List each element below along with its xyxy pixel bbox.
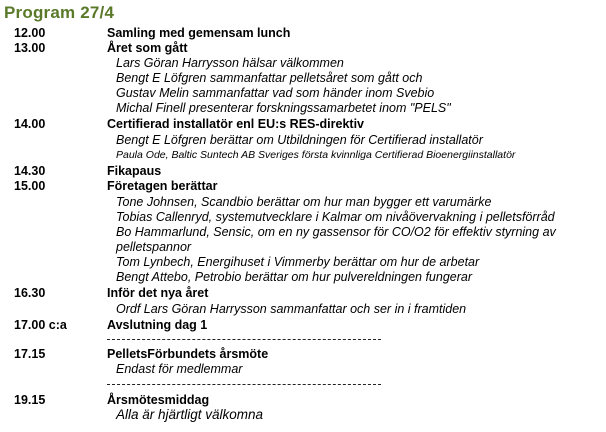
session-heading: Fikapaus [107,164,162,178]
time: 19.15 [14,393,46,407]
session-heading: Företagen berättar [107,179,218,193]
list-item: Ordf Lars Göran Harrysson sammanfattar och ser in i framtiden [116,302,467,316]
schedule-row [0,117,606,133]
list-item: Endast för medlemmar [116,362,243,376]
list-item: Bengt E Löfgren berättar om Utbildningen för Certifierad installatör [116,133,483,147]
time: 16.30 [14,286,46,300]
time: 14.30 [14,164,46,178]
list-item: pelletspannor [116,240,192,254]
list-item: Michal Finell presenterar forskningssamarbetet inom "PELS" [116,101,451,115]
dashed-divider [107,384,381,385]
list-item: Bo Hammarlund, Sensic, om en ny gassensor för CO/O2 för effektiv styrning av [116,225,556,239]
list-item: Bengt Attebo, Petrobio berättar om hur pulvereldningen fungerar [116,270,473,284]
session-heading: PelletsFörbundets årsmöte [107,347,269,361]
schedule-row [0,179,606,195]
session-heading: Certifierad installatör enl EU:s RES-direktiv [107,117,365,131]
schedule-row [0,347,606,363]
schedule-row [0,286,606,302]
schedule-row [0,26,606,42]
list-item: Bengt E Löfgren sammanfattar pelletsåret som gått och [116,71,423,85]
schedule-row [0,41,606,57]
dashed-divider [107,339,381,340]
list-item: Alla är hjärtligt välkomna [116,407,264,422]
time: 15.00 [14,179,46,193]
time: 12.00 [14,26,46,40]
program-title: Program 27/4 [4,3,115,22]
session-heading: Avslutning dag 1 [107,318,208,332]
list-item: Tom Lynbech, Energihuset i Vimmerby berättar om hur de arbetar [116,255,480,269]
list-item: Gustav Melin sammanfattar vad som händer inom Svebio [116,86,435,100]
session-heading: Samling med gemensam lunch [107,26,291,40]
schedule-row [0,318,606,334]
time: 17.15 [14,347,46,361]
session-heading: Årsmötesmiddag [107,393,210,407]
session-heading: Året som gått [107,41,188,55]
time: 14.00 [14,117,46,131]
list-item: Paula Ode, Baltic Suntech AB Sveriges första kvinnliga Certifierad Bioenergiinstallatör [116,149,516,161]
list-item: Tobias Callenryd, systemutvecklare i Kalmar om nivåövervakning i pelletsförråd [116,210,555,224]
session-heading: Inför det nya året [107,286,209,300]
schedule-row [0,164,606,180]
time: 13.00 [14,41,46,55]
list-item: Tone Johnsen, Scandbio berättar om hur man bygger ett varumärke [116,195,492,209]
list-item: Lars Göran Harrysson hälsar välkommen [116,56,344,70]
time: 17.00 c:a [14,318,67,332]
